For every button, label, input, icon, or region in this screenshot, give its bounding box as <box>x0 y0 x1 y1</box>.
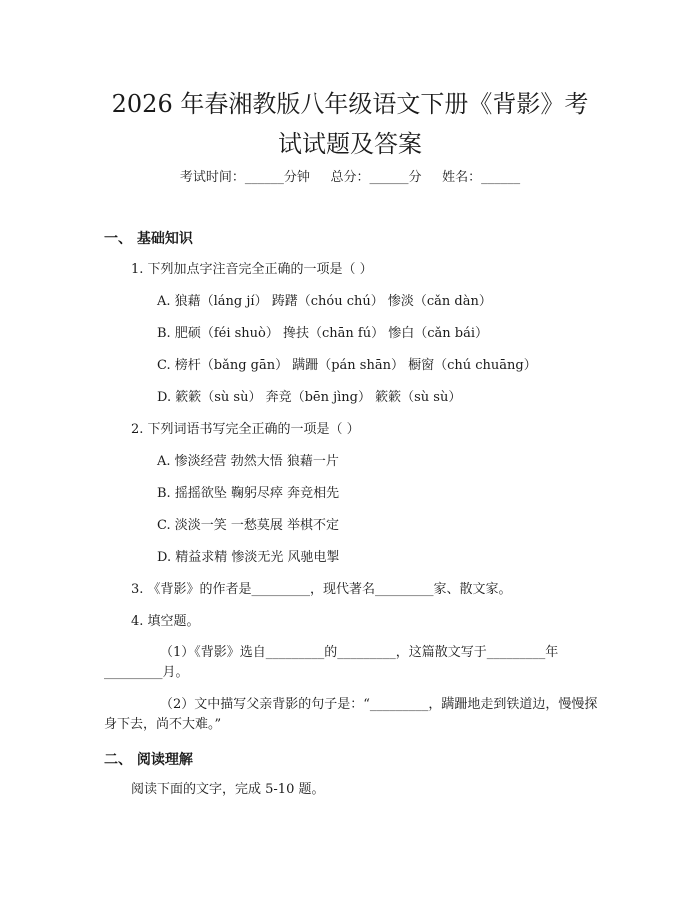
question-4-sub-2: （2）文中描写父亲背影的句子是：“_________，蹒跚地走到铁道边，慢慢探身下去，尚不大难。” <box>104 697 598 732</box>
question-1-option-a: A. 狼藉（láng jí） 踌躇（chóu chú） 惨淡（cǎn dàn） <box>157 294 492 309</box>
question-4-stem: 4. 填空题。 <box>131 614 200 629</box>
title-line-2: 试试题及答案 <box>278 130 422 158</box>
question-4-sub-1: （1）《背影》选自_________的_________，这篇散文写于_________年_________月。 <box>104 645 559 680</box>
title-line-1: 2026 年春湘教版八年级语文下册《背影》考 <box>111 90 589 118</box>
reading-intro: 阅读下面的文字，完成 5-10 题。 <box>131 782 325 797</box>
question-1-stem: 1. 下列加点字注音完全正确的一项是（ ） <box>131 262 373 277</box>
question-1-option-c: C. 榜杆（bǎng gān） 蹒跚（pán shān） 橱窗（chú chuāng） <box>157 358 537 373</box>
question-1-option-b: B. 肥硕（féi shuò） 搀扶（chān fú） 惨白（cǎn bái） <box>157 326 488 341</box>
question-2-option-c: C. 淡淡一笑 一愁莫展 举棋不定 <box>157 518 340 533</box>
question-2-stem: 2. 下列词语书写完全正确的一项是（ ） <box>131 422 360 437</box>
exam-meta: 考试时间：______分钟 总分：______分 姓名：______ <box>179 170 521 185</box>
question-1-option-d: D. 簌簌（sù sù） 奔竞（bēn jìng） 簌簌（sù sù） <box>157 390 462 405</box>
question-2-option-b: B. 摇摇欲坠 鞠躬尽瘁 奔竞相先 <box>157 486 340 501</box>
question-3: 3. 《背影》的作者是_________，现代著名_________家、散文家。 <box>131 582 512 597</box>
document-title <box>60 84 640 164</box>
section-1-heading: 一、 基础知识 <box>104 231 193 247</box>
question-2-option-a: A. 惨淡经营 勃然大悟 狼藉一片 <box>157 454 339 469</box>
question-2-option-d: D. 精益求精 惨淡无光 风驰电掣 <box>157 550 340 565</box>
section-2-heading: 二、 阅读理解 <box>104 752 193 768</box>
